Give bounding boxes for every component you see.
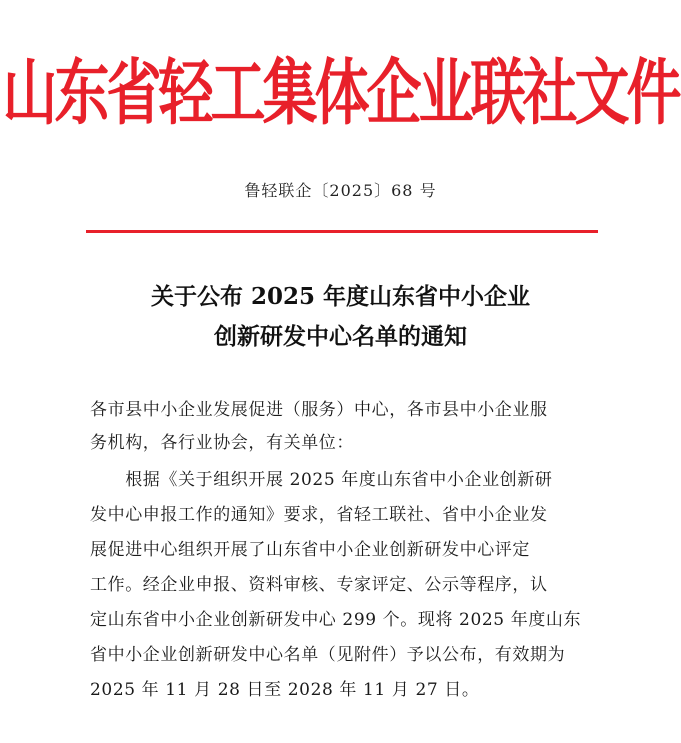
body-line: 工作。经企业申报、资料审核、专家评定、公示等程序，认: [90, 575, 548, 595]
body-line: 定山东省中小企业创新研发中心 299 个。现将 2025 年度山东: [90, 610, 582, 630]
body-line: 省中小企业创新研发中心名单（见附件）予以公布，有效期为: [90, 645, 566, 665]
body-line: 各市县中小企业发展促进（服务）中心，各市县中小企业服: [90, 400, 548, 420]
body-line: 根据《关于组织开展 2025 年度山东省中小企业创新研: [90, 470, 553, 490]
masthead-title: [0, 52, 681, 134]
red-divider-rule: [86, 230, 598, 233]
notice-title-line-1: 关于公布 2025 年度山东省中小企业: [150, 283, 531, 310]
body-line: 展促进中心组织开展了山东省中小企业创新研发中心评定: [90, 540, 530, 560]
document-number: 鲁轻联企〔2025〕68 号: [244, 181, 437, 200]
masthead-text: 山东省轻工集体企业联社文件: [2, 50, 679, 135]
notice-title-line-2: 创新研发中心名单的通知: [214, 323, 467, 350]
body-line: 务机构，各行业协会，有关单位：: [90, 433, 354, 453]
body-line: 发中心申报工作的通知》要求，省轻工联社、省中小企业发: [90, 505, 548, 525]
body-line: 2025 年 11 月 28 日至 2028 年 11 月 27 日。: [90, 680, 480, 700]
